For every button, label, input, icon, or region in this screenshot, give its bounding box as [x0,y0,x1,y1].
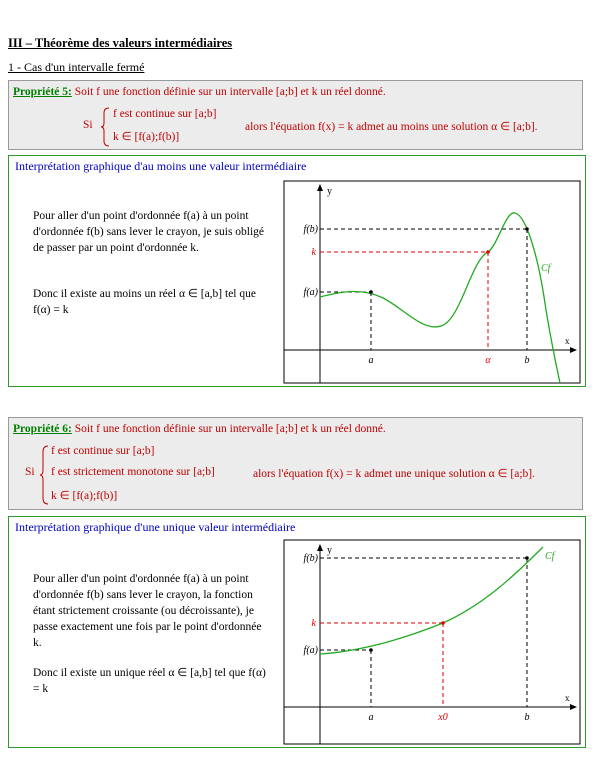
property-6-condition-2: f est strictement monotone sur [a;b] [51,466,215,478]
label-a: a [368,712,374,723]
point-a [369,648,373,652]
label-cf: Cf [545,551,555,562]
point-b [525,227,529,231]
interpretation-2-box [8,516,586,748]
graph-2-frame [284,540,580,744]
interpretation-2-paragraph-1: Pour aller d'un point d'ordonnée f(a) à un point d'ordonnée f(b) sans lever le crayon, la fonction étant strictement croissante (ou décroissante), je passe exactement une fois par le point d'ordonnée k. [33,573,262,649]
label-fa: f(a) [303,645,318,656]
section-title: III – Théorème des valeurs intermédiaires [8,36,233,50]
label-k: k [311,247,316,258]
y-axis-label: y [327,186,332,197]
graph-1-frame [284,181,580,383]
property-6-box [8,417,583,510]
x-axis-label: x [565,693,570,703]
point-x0 [441,621,445,625]
property-6-si: Si [25,466,35,478]
y-axis-label: y [327,545,332,556]
graph-1 [283,180,581,384]
interpretation-2-title: Interprétation graphique d'une unique valeur intermédiaire [15,520,296,534]
property-6-label: Propriété 6: [13,423,72,435]
property-6-condition-1: f est continue sur [a;b] [51,445,155,457]
property-5-si: Si [83,119,93,131]
label-fb: f(b) [303,224,318,235]
point-alpha [486,250,490,254]
brace-icon [40,445,50,505]
label-alpha: α [485,355,491,366]
label-fb: f(b) [303,553,318,564]
property-6-condition-3: k ∈ [f(a);f(b)] [51,490,118,502]
label-b: b [524,712,530,723]
brace-icon [101,107,111,147]
property-5-box [8,80,583,150]
label-k: k [311,618,316,629]
property-6-conclusion: alors l'équation f(x) = k admet une unique solution α ∈ [a;b]. [253,468,536,480]
point-b [525,556,529,560]
label-a: a [368,355,374,366]
interpretation-1-paragraph-1: Pour aller d'un point d'ordonnée f(a) à un point d'ordonnée f(b) sans lever le crayon, je suis obligé de passer par un point d'ordonnée k. [33,210,265,254]
graph-2 [283,539,581,745]
label-fa: f(a) [303,287,318,298]
property-5-condition-2: k ∈ [f(a);f(b)] [113,131,180,143]
x-axis-label: x [565,336,570,346]
property-5-condition-1: f est continue sur [a;b] [113,108,217,120]
point-a [369,290,373,294]
interpretation-1-box [8,155,586,387]
property-5-conclusion: alors l'équation f(x) = k admet au moins une solution α ∈ [a;b]. [245,121,538,133]
interpretation-1-paragraph-2: Donc il existe au moins un réel α ∈ [a,b] tel que f(α) = k [33,288,256,316]
label-cf: Cf [541,263,551,274]
interpretation-1-title: Interprétation graphique d'au moins une valeur intermédiaire [15,159,307,173]
label-b: b [524,355,530,366]
property-5-label: Propriété 5: [13,86,72,98]
interpretation-2-paragraph-2: Donc il existe un unique réel α ∈ [a,b] tel que f(α) = k [33,667,266,695]
section-subtitle: 1 - Cas d'un intervalle fermé [8,60,145,74]
label-x0: x0 [438,712,448,723]
property-5-statement: Soit f une fonction définie sur un intervalle [a;b] et k un réel donné. [74,86,386,98]
property-6-statement: Soit f une fonction définie sur un intervalle [a;b] et k un réel donné. [74,423,386,435]
